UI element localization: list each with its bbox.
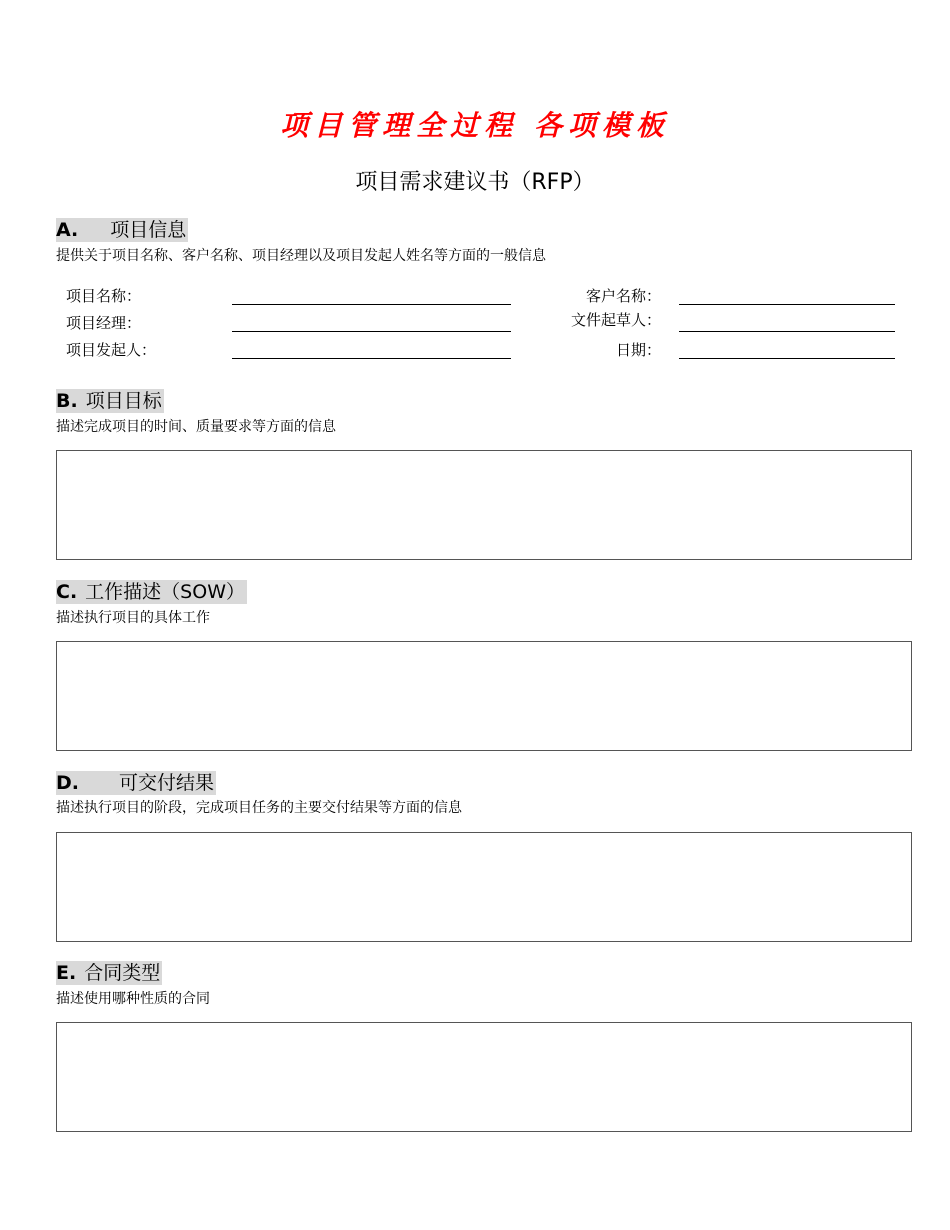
section-a-letter: A. [56,219,79,241]
date-field[interactable] [679,358,895,359]
section-b-description: 描述完成项目的时间、质量要求等方面的信息 [56,419,336,435]
section-e-letter: E. [56,962,77,984]
project-name-label: 项目名称： [66,287,142,305]
section-c-description: 描述执行项目的具体工作 [56,610,210,626]
document-sub-title: 项目需求建议书（RFP） [355,170,595,195]
contract-type-textbox[interactable] [56,1022,912,1132]
project-manager-field[interactable] [232,331,511,332]
statement-of-work-textbox[interactable] [56,641,912,751]
section-d-heading [56,771,216,795]
section-b-heading [56,389,164,413]
document-drafter-label: 文件起草人： [570,311,661,329]
section-e-heading [56,961,162,985]
section-b-letter: B. [56,390,78,412]
project-sponsor-label: 项目发起人： [66,341,157,359]
section-b-title: 项目目标 [85,390,162,412]
section-d-letter: D. [56,772,79,794]
section-d-title: 可交付结果 [119,772,215,794]
document-main-title: 项目管理全过程 各项模板 [280,109,670,142]
document-drafter-field[interactable] [679,331,895,332]
client-name-field[interactable] [679,304,895,305]
project-objectives-textbox[interactable] [56,450,912,560]
section-e-title: 合同类型 [84,962,161,984]
section-d-description: 描述执行项目的阶段，完成项目任务的主要交付结果等方面的信息 [56,800,462,816]
project-name-field[interactable] [232,304,511,305]
section-c-heading [56,580,247,604]
deliverables-textbox[interactable] [56,832,912,942]
client-name-label: 客户名称： [585,287,661,305]
section-a-heading [56,218,188,242]
section-c-letter: C. [56,581,78,603]
section-a-title: 项目信息 [110,219,187,241]
project-manager-label: 项目经理： [66,314,142,332]
section-c-title: 工作描述（SOW） [85,581,245,603]
project-sponsor-field[interactable] [232,358,511,359]
section-a-description: 提供关于项目名称、客户名称、项目经理以及项目发起人姓名等方面的一般信息 [56,248,546,264]
date-label: 日期： [615,341,661,359]
section-e-description: 描述使用哪种性质的合同 [56,991,210,1007]
